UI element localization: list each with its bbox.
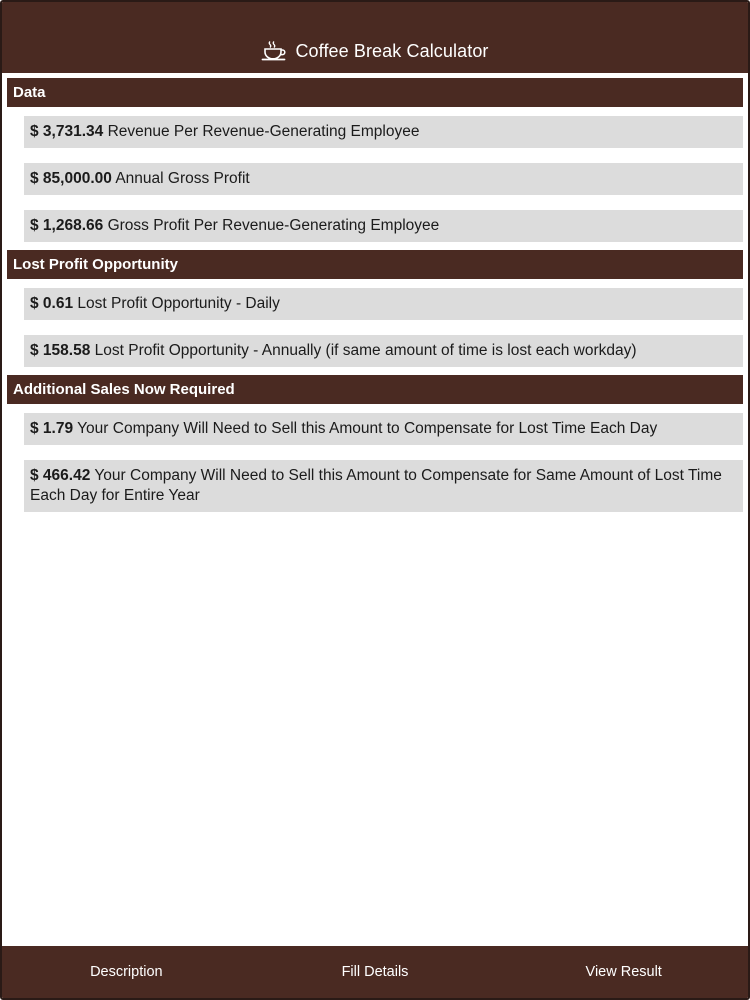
bottom-tab-bar — [2, 946, 748, 998]
section-additional-sales — [7, 375, 743, 512]
tab-description[interactable]: Description — [90, 964, 163, 980]
row-amount: $ 1.79 — [30, 420, 74, 437]
section-header: Data — [7, 78, 743, 107]
tab-fill-details[interactable]: Fill Details — [341, 964, 409, 980]
row-amount: $ 3,731.34 — [30, 123, 104, 140]
result-row-revenue-per-employee — [24, 116, 743, 148]
coffee-cup-icon — [261, 40, 287, 62]
result-row-gross-profit-per-employee — [24, 210, 743, 242]
row-label: Lost Profit Opportunity - Annually (if same amount of time is lost each workday) — [94, 342, 637, 359]
row-label: Lost Profit Opportunity - Daily — [77, 295, 280, 312]
section-data — [7, 78, 743, 242]
result-row-annual-gross-profit — [24, 163, 743, 195]
row-label: Annual Gross Profit — [115, 170, 250, 187]
nav-title-group — [261, 40, 488, 62]
result-row-lost-profit-annually — [24, 335, 743, 367]
row-label: Your Company Will Need to Sell this Amount to Compensate for Same Amount of Lost Time Each Day for Entire Year — [30, 467, 722, 504]
tab-view-result[interactable]: View Result — [585, 964, 662, 980]
result-row-sales-required-yearly — [24, 460, 743, 512]
row-label: Your Company Will Need to Sell this Amount to Compensate for Lost Time Each Day — [77, 420, 658, 437]
row-amount: $ 1,268.66 — [30, 217, 104, 234]
row-label: Revenue Per Revenue-Generating Employee — [107, 123, 420, 140]
result-row-lost-profit-daily — [24, 288, 743, 320]
row-amount: $ 466.42 — [30, 467, 91, 484]
row-amount: $ 158.58 — [30, 342, 91, 359]
navigation-bar — [2, 2, 748, 73]
row-amount: $ 85,000.00 — [30, 170, 112, 187]
section-lost-profit-opportunity — [7, 250, 743, 367]
section-header: Lost Profit Opportunity — [7, 250, 743, 279]
result-content — [7, 78, 743, 520]
result-row-sales-required-daily — [24, 413, 743, 445]
section-header: Additional Sales Now Required — [7, 375, 743, 404]
page-title: Coffee Break Calculator — [295, 40, 489, 61]
row-amount: $ 0.61 — [30, 295, 74, 312]
row-label: Gross Profit Per Revenue-Generating Employee — [107, 217, 440, 234]
